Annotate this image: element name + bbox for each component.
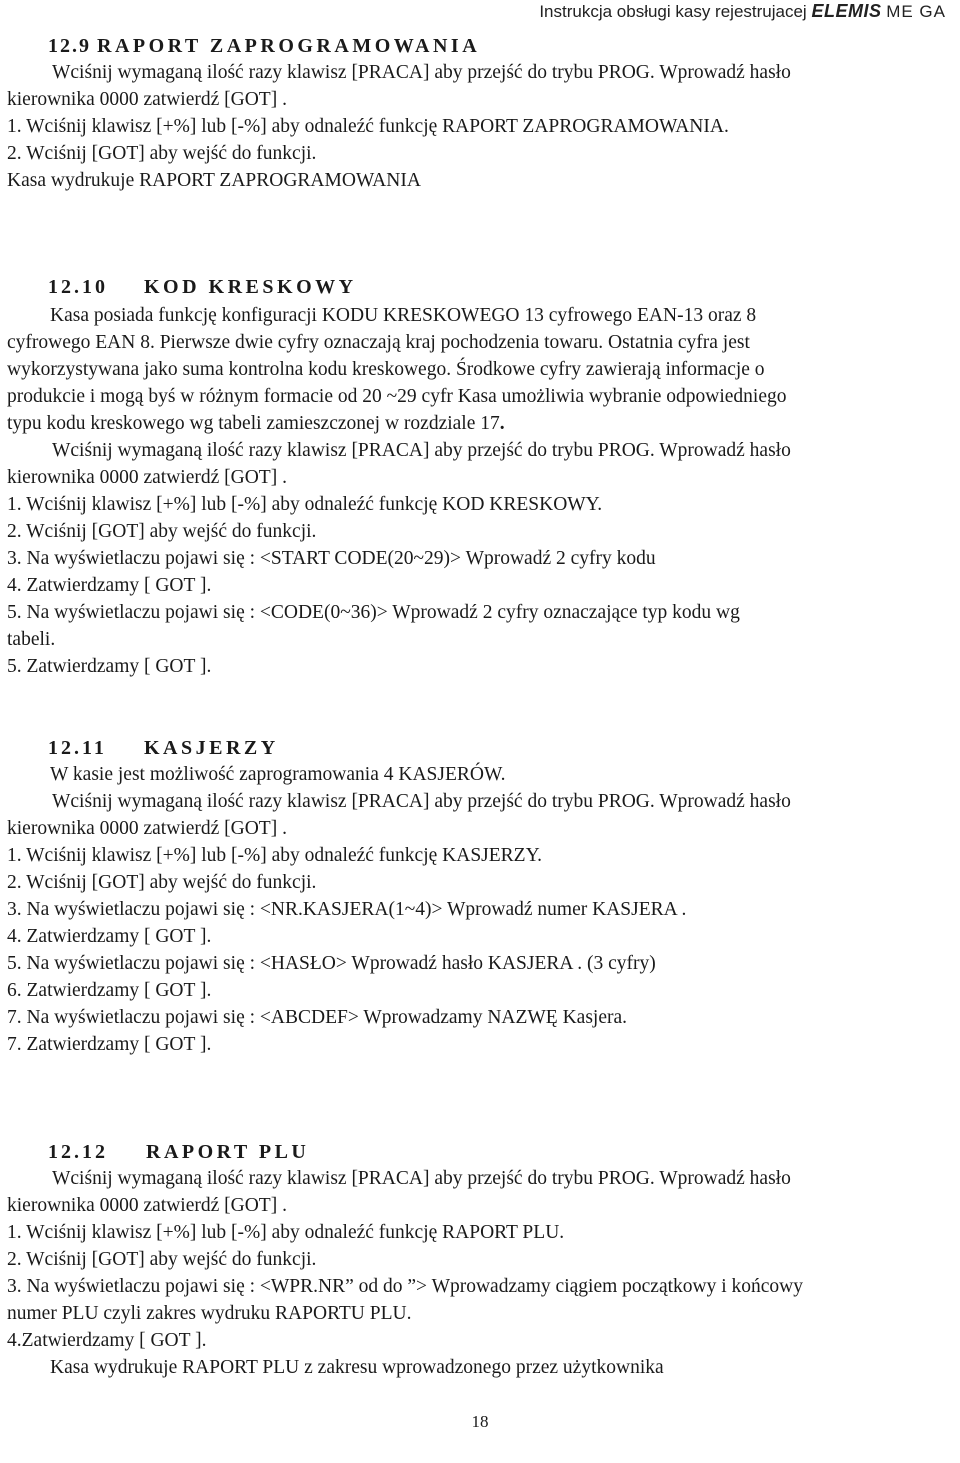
model-name: ME GA (886, 2, 946, 21)
step-line: 1. Wciśnij klawisz [+%] lub [-%] aby odnaleźć funkcję KASJERZY. (7, 845, 543, 866)
paragraph-line: typu kodu kreskowego wg tabeli zamieszczonej w rozdziale 17. (7, 413, 505, 434)
step-line: 4. Zatwierdzamy [ GOT ]. (7, 926, 212, 947)
paragraph-line: Wciśnij wymaganą ilość razy klawisz [PRACA] aby przejść do trybu PROG. Wprowadź hasło (52, 440, 791, 461)
step-line: tabeli. (7, 629, 56, 650)
step-line: 2. Wciśnij [GOT] aby wejść do funkcji. (7, 1249, 317, 1270)
step-line: 2. Wciśnij [GOT] aby wejść do funkcji. (7, 143, 317, 164)
section-heading-12-10: 12.10 KOD KRESKOWY (48, 276, 357, 298)
step-line: numer PLU czyli zakres wydruku RAPORTU PLU. (7, 1303, 412, 1324)
step-line: 5. Na wyświetlaczu pojawi się : <CODE(0~36)> Wprowadź 2 cyfry oznaczające typ kodu wg (7, 602, 740, 623)
step-line: 1. Wciśnij klawisz [+%] lub [-%] aby odnaleźć funkcję KOD KRESKOWY. (7, 494, 603, 515)
paragraph-line: Kasa wydrukuje RAPORT ZAPROGRAMOWANIA (7, 170, 421, 191)
section-heading-12-12: 12.12 RAPORT PLU (48, 1141, 310, 1163)
step-line: 5. Zatwierdzamy [ GOT ]. (7, 656, 212, 677)
paragraph-line: Kasa wydrukuje RAPORT PLU z zakresu wprowadzonego przez użytkownika (50, 1357, 664, 1378)
paragraph-line: kierownika 0000 zatwierdź [GOT] . (7, 89, 287, 110)
step-line: 3. Na wyświetlaczu pojawi się : <START CODE(20~29)> Wprowadź 2 cyfry kodu (7, 548, 656, 569)
step-line: 4.Zatwierdzamy [ GOT ]. (7, 1330, 207, 1351)
step-line: 3. Na wyświetlaczu pojawi się : <WPR.NR” od do ”> Wprowadzamy ciągiem początkowy i końcowy (7, 1276, 804, 1297)
step-line: 5. Na wyświetlaczu pojawi się : <HASŁO> Wprowadź hasło KASJERA . (3 cyfry) (7, 953, 656, 974)
paragraph-line: Wciśnij wymaganą ilość razy klawisz [PRACA] aby przejść do trybu PROG. Wprowadź hasło (52, 62, 791, 83)
page-number: 18 (471, 1412, 489, 1431)
paragraph-line: kierownika 0000 zatwierdź [GOT] . (7, 1195, 287, 1216)
step-line: 7. Zatwierdzamy [ GOT ]. (7, 1034, 212, 1055)
header-title: Instrukcja obsługi kasy rejestrujacej (539, 2, 807, 21)
paragraph-line: Wciśnij wymaganą ilość razy klawisz [PRACA] aby przejść do trybu PROG. Wprowadź hasło (52, 791, 791, 812)
paragraph-line: kierownika 0000 zatwierdź [GOT] . (7, 818, 287, 839)
step-line: 7. Na wyświetlaczu pojawi się : <ABCDEF> Wprowadzamy NAZWĘ Kasjera. (7, 1007, 628, 1028)
paragraph-line: Kasa posiada funkcję konfiguracji KODU KRESKOWEGO 13 cyfrowego EAN-13 oraz 8 (50, 305, 757, 326)
step-line: 2. Wciśnij [GOT] aby wejść do funkcji. (7, 521, 317, 542)
brand-logo: ELEMIS (811, 1, 882, 21)
section-heading-12-9: 12.9 RAPORT ZAPROGRAMOWANIA (48, 35, 481, 57)
step-line: 6. Zatwierdzamy [ GOT ]. (7, 980, 212, 1001)
paragraph-line: W kasie jest możliwość zaprogramowania 4 KASJERÓW. (50, 764, 506, 785)
page-header (426, 0, 946, 22)
step-line: 1. Wciśnij klawisz [+%] lub [-%] aby odnaleźć funkcję RAPORT PLU. (7, 1222, 565, 1243)
step-line: 1. Wciśnij klawisz [+%] lub [-%] aby odnaleźć funkcję RAPORT ZAPROGRAMOWANIA. (7, 116, 729, 137)
section-heading-12-11: 12.11 KASJERZY (48, 737, 279, 759)
paragraph-line: Wciśnij wymaganą ilość razy klawisz [PRACA] aby przejść do trybu PROG. Wprowadź hasło (52, 1168, 791, 1189)
paragraph-line: cyfrowego EAN 8. Pierwsze dwie cyfry oznaczają kraj pochodzenia towaru. Ostatnia cyfra jest (7, 332, 750, 353)
paragraph-line: produkcie i mogą byś w różnym formacie od 20 ~29 cyfr Kasa umożliwia wybranie odpowiedniego (7, 386, 787, 407)
step-line: 4. Zatwierdzamy [ GOT ]. (7, 575, 212, 596)
step-line: 2. Wciśnij [GOT] aby wejść do funkcji. (7, 872, 317, 893)
paragraph-line: kierownika 0000 zatwierdź [GOT] . (7, 467, 287, 488)
paragraph-line: wykorzystywana jako suma kontrolna kodu kreskowego. Środkowe cyfry zawierają informacje o (7, 359, 765, 380)
step-line: 3. Na wyświetlaczu pojawi się : <NR.KASJERA(1~4)> Wprowadź numer KASJERA . (7, 899, 687, 920)
